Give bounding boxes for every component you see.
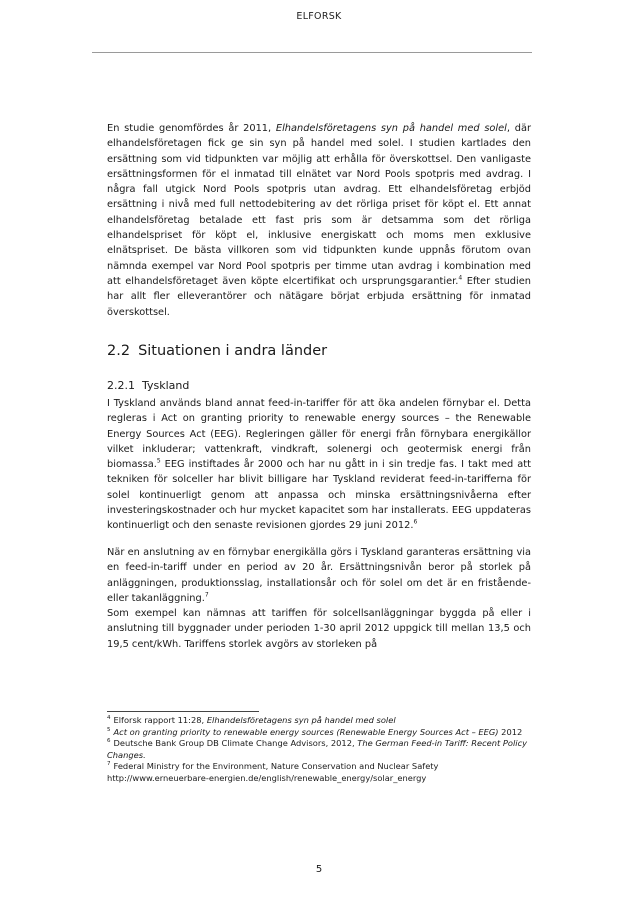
footnote-7: [107, 761, 531, 784]
footnote-ref-4[interactable]: 4: [458, 274, 463, 282]
subsection-title: Tyskland: [142, 379, 190, 392]
paragraph-text: I Tyskland används bland annat feed-in-tariffer för att öka andelen förnybar el. Detta regleras i Act on granting priority to renewable energy sources – the Renewable Energy Sources Act (EEG). Regleringen gäller för energi från förnybara energikällor vilket inkluderar; vattenkraft, vindkraft, solenergi och geotermisk energi från biomassa.: [107, 398, 531, 471]
footnote-ref-5[interactable]: 5: [156, 457, 161, 465]
paragraph-feed-in-guarantee: [107, 545, 531, 606]
footnote-title: Elhandelsföretagens syn på handel med solel: [206, 715, 396, 725]
subsection-number: 2.2.1: [107, 379, 135, 392]
footnote-divider: [107, 711, 259, 712]
footnote-title: The German Feed-in Tariff: Recent Policy Changes.: [107, 738, 528, 760]
report-title: Elhandelsföretagens syn på handel med solel: [275, 123, 507, 134]
paragraph-text: När en anslutning av en förnybar energikälla görs i Tyskland garanteras ersättning via en feed-in-tariff under en period av 20 år. Ersättningsnivån beror på storlek på anläggningen, produktionsslag, installationsår och för solel om det är en fristående- eller takanläggning.: [107, 547, 531, 604]
paragraph-text: Som exempel kan nämnas att tariffen för solcellsanläggningar byggda på eller i anslutning till byggnader under perioden 1-30 april 2012 uppgick till mellan 13,5 och 19,5 cent/kWh. Tariffens storlek avgörs av storleken på: [107, 608, 531, 650]
footnote-6: [107, 738, 531, 761]
footnote-ref-6[interactable]: 6: [413, 519, 418, 527]
footnote-4: [107, 715, 531, 727]
section-heading: [107, 343, 327, 359]
footnote-title: Act on granting priority to renewable energy sources (Renewable Energy Sources Act – EEG): [113, 726, 499, 737]
paragraph-text: En studie genomfördes år 2011,: [107, 123, 276, 134]
paragraph-eeg: [107, 396, 531, 534]
paragraph-tariff-example: [107, 606, 531, 652]
footnote-text: Deutsche Bank Group DB Climate Change Advisors, 2012,: [113, 738, 358, 748]
paragraph-elhandel-study: [107, 121, 531, 320]
footnote-number: 4: [107, 715, 111, 722]
paragraph-text: EEG instiftades år 2000 och har nu gått in i sin tredje fas. I takt med att tekniken för solceller har blivit billigare har Tyskland reviderat feed-in-tarifferna för solel kontinuerligt genom att anpassa och minska ersättningsnivåerna efter investeringskostnader och hur mycket kapacitet som har installerats. EEG uppdateras kontinuerligt och den senaste revisionen gjordes 29 juni 2012.: [107, 459, 531, 532]
page-number: 5: [315, 864, 323, 875]
paragraph-text: , där elhandelsföretagen fick ge sin syn på handel med solel. I studien kartlades den ersättning som vid tidpunkten var möjlig att erhålla för överskottsel. Den vanligaste ersättningsformen för el inmatad till elnätet var Nord Pools spotpris med avdrag. I några fall utgick Nord Pools spotpris utan avdrag. Ett elhandelsföretag erbjöd ersättning i nivå med full nettodebitering av det rörliga priset för köpt el. Ett annat elhandelsföretag betalade ett fast pris som är detsamma som det rörliga elhandelspriset för köpt el, inklusive energiskatt och moms men exklusive elnätspriset. De bästa villkoren som vid tidpunkten kunde uppnås förutom ovan nämnda exempel var Nord Pool spotpris per timme utan avdrag i kombination med att elhandelsföretaget även köpte elcertifikat och ursprungsgarantier.: [107, 123, 531, 287]
footnote-text: Elforsk rapport 11:28,: [113, 715, 207, 725]
section-number: 2.2: [107, 343, 131, 359]
footnote-number: 7: [107, 761, 111, 768]
running-header: ELFORSK: [296, 11, 342, 22]
footnote-ref-7[interactable]: 7: [204, 591, 209, 599]
footnote-url[interactable]: http://www.erneuerbare-energien.de/english/renewable_energy/solar_energy: [107, 772, 427, 783]
header-divider: [92, 52, 532, 53]
footnote-text: 2012: [498, 726, 523, 737]
footnote-text: Federal Ministry for the Environment, Nature Conservation and Nuclear Safety: [113, 761, 439, 771]
footnote-number: 5: [107, 726, 111, 733]
subsection-heading: [107, 379, 189, 392]
section-title: Situationen i andra länder: [138, 343, 328, 359]
footnotes: [107, 715, 531, 784]
footnote-5: [107, 727, 531, 739]
footnote-number: 6: [107, 738, 111, 745]
paragraph-text: Efter studien har allt fler elleverantörer och nätägare börjat erbjuda ersättning för inmatad överskottsel.: [107, 275, 531, 318]
